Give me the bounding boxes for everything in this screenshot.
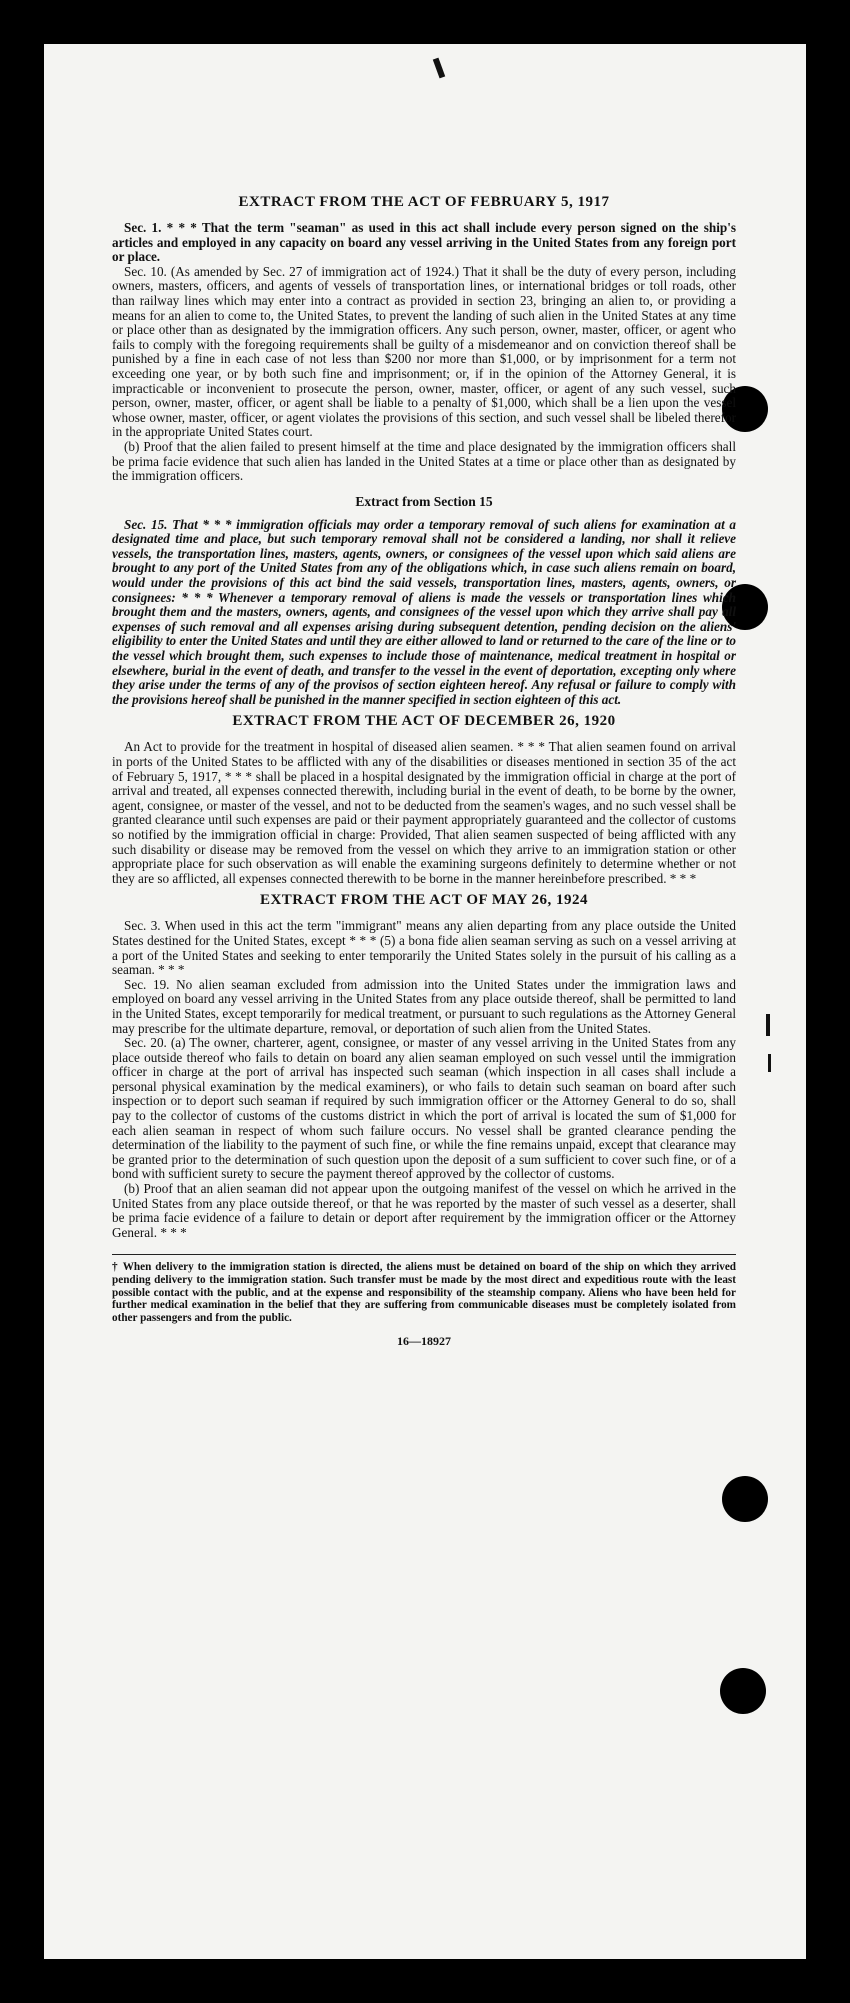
subsection-heading: Extract from Section 15	[355, 493, 493, 509]
ink-mark	[768, 1054, 771, 1072]
ink-mark	[766, 1014, 770, 1036]
punch-hole	[722, 1476, 768, 1522]
section-heading: EXTRACT FROM THE ACT OF FEBRUARY 5, 1917	[238, 194, 610, 210]
document-page	[44, 44, 806, 1959]
footnote-divider	[112, 1254, 736, 1255]
paragraph: (b) Proof that the alien failed to present himself at the time and place designated by the immigration officers shall be prima facie evidence that such alien has landed in the United States at a time or place other than as designated by the immigration officers.	[112, 438, 736, 484]
paragraph: Sec. 10. (As amended by Sec. 27 of immigration act of 1924.) That it shall be the duty of every person, including owners, masters, officers, and agents of vessels of transportation lines, or international bridges or toll roads, other than railway lines which may enter into a contract as provided in section 23, bringing an alien to, or providing a means for an alien to come to, the United States, to prevent the landing of such alien in the United States at any time or place other than as designated by the immigration officers. Any such person, owner, master, officer, or agent who fails to comply with the foregoing requirements shall be guilty of a misdemeanor and on conviction thereof shall be punished by a fine in each case of not less than $200 nor more than $1,000, or by imprisonment for a term not exceeding one year, or by both such fine and imprisonment; or, if in the opinion of the Attorney General, it is impracticable or inconvenient to prosecute the person, owner, master, officer, or agent of any such vessel, such person, owner, master, officer, or agent shall be liable to a penalty of $1,000, which shall be a lien upon the vessel whose owner, master, officer, or agent violates the provisions of this section, and such vessel shall be libeled therefor in the appropriate United States court.	[112, 263, 736, 440]
footnote-text: When delivery to the immigration station is directed, the aliens must be detained on board of the ship on which they arrived pending delivery to the immigration station. Such transfer must be made by the most direct and expeditious route with the least possible contact with the public, and at the expense and responsibility of the steamship company. Aliens who have been held for further medical examination in the belief that they are suffering from communicable diseases must be completely isolated from other passengers and from the public.	[112, 1261, 737, 1324]
footnote	[112, 1261, 736, 1324]
paragraph: Sec. 15. That * * * immigration officials may order a temporary removal of such aliens for examination at a designated time and place, but such temporary removal shall not be considered a landing, nor shall it relieve vessels, the transportation lines, masters, agents, owners, or consignees of the vessel upon which said aliens are brought to any port of the United States from any of the obligations which, in case such aliens remain on board, would under the provisions of this act bind the said vessels, transportation lines, masters, agents, owners, or consignees: * * * Whenever a temporary removal of aliens is made the vessels or transportation lines which brought them and the masters, owners, agents, and consignees of the vessel upon which they arrive shall pay all expenses of such removal and all expenses arising during subsequent detention, pending decision on the aliens' eligibility to enter the United States and until they are either allowed to land or returned to the care of the line or to the vessel which brought them, such expenses to include those of maintenance, medical treatment in hospital or elsewhere, burial in the event of death, and transfer to the vessel in the event of deportation, excepting only where they arise under the terms of any of the provisos of section eighteen hereof. Any refusal or failure to comply with the provisions hereof shall be punished in the manner specified in section eighteen of this act.	[112, 516, 736, 707]
text-column	[112, 194, 736, 1349]
section-heading: EXTRACT FROM THE ACT OF DECEMBER 26, 1920	[232, 713, 616, 730]
punch-hole	[720, 1668, 766, 1714]
paragraph: (b) Proof that an alien seaman did not appear upon the outgoing manifest of the vessel on which he arrived in the United States from any place outside thereof, or that he was reported by the master of such vessel as a deserter, shall be prima facie evidence of a failure to detain or deport after requirement by the immigration officer or the Attorney General. * * *	[112, 1181, 736, 1240]
paragraph: Sec. 3. When used in this act the term "immigrant" means any alien departing from any place outside the United States destined for the United States, except * * * (5) a bona fide alien seaman serving as such on a vessel arriving at a port of the United States and seeking to enter temporarily the United States solely in the pursuit of his calling as a seaman. * * *	[112, 918, 736, 978]
section-heading: EXTRACT FROM THE ACT OF MAY 26, 1924	[259, 892, 589, 909]
paragraph: Sec. 19. No alien seaman excluded from admission into the United States under the immigration laws and employed on board any vessel arriving in the United States from any place outside thereof, shall be permitted to land in the United States, except temporarily for medical treatment, or pursuant to such regulations as the Attorney General may prescribe for the ultimate departure, removal, or deportation of such alien from the United States.	[112, 976, 736, 1036]
page-number: 16—18927	[397, 1334, 451, 1349]
paragraph: Sec. 1. * * * That the term "seaman" as used in this act shall include every person signed on the ship's articles and employed in any capacity on board any vessel arriving in the United States from any foreign port or place.	[112, 220, 736, 265]
ink-mark	[433, 58, 445, 79]
paragraph: An Act to provide for the treatment in hospital of diseased alien seamen. * * * That alien seamen found on arrival in ports of the United States to be afflicted with any of the disabilities or diseases mentioned in section 35 of the act of February 5, 1917, * * * shall be placed in a hospital designated by the immigration official in charge at the port of arrival and treated, all expenses connected therewith, including burial in the event of death, to be borne by the owner, agent, consignee, or master of the vessel, and not to be deducted from the seamen's wages, and no such vessel shall be granted clearance until such expenses are paid or their payment appropriately guaranteed and the collector of customs so notified by the immigration official in charge: Provided, That alien seamen suspected of being afflicted with any such disability or disease may be removed from the vessel on which they arrive to an immigration station or other appropriate place for such observation as will enable the examining surgeons definitely to determine whether or not they are so afflicted, all expenses connected therewith to be borne in the manner hereinbefore prescribed. * * *	[112, 739, 736, 886]
footnote-mark: †	[112, 1261, 119, 1274]
paragraph: Sec. 20. (a) The owner, charterer, agent, consignee, or master of any vessel arriving in the United States from any place outside thereof who fails to detain on board any alien seaman employed on such vessel until the immigration officer in charge at the port of arrival has inspected such seaman (which inspection in all cases shall include a personal physical examination by the medical examiners), or who fails to detain such seaman on board after such inspection or to deport such seaman if required by such immigration officer or the Attorney General to do so, shall pay to the collector of customs of the customs district in which the port of arrival is located the sum of $1,000 for each alien seaman in respect of whom such failure occurs. No vessel shall be granted clearance pending the determination of the liability to the payment of such fine, or while the fine remains unpaid, except that clearance may be granted prior to the determination of such question upon the deposit of a sum sufficient to cover such fine, or of a bond with sufficient surety to secure the payment thereof approved by the collector of customs.	[112, 1035, 736, 1182]
